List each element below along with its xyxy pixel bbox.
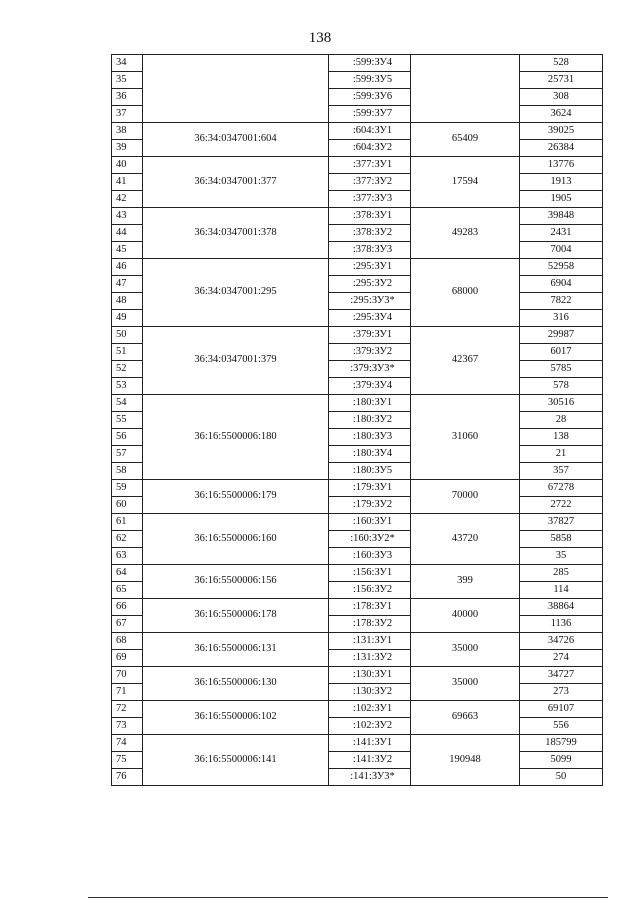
part-area: 29987	[520, 327, 603, 344]
part-area: 114	[520, 582, 603, 599]
total-area: 40000	[411, 599, 520, 633]
row-number: 67	[112, 616, 143, 633]
row-number: 66	[112, 599, 143, 616]
plot-part-id: :295:ЗУ2	[329, 276, 411, 293]
row-number: 64	[112, 565, 143, 582]
cadastral-number: 36:16:5500006:130	[143, 667, 329, 701]
part-area: 13776	[520, 157, 603, 174]
plot-part-id: :141:ЗУ3*	[329, 769, 411, 786]
part-area: 316	[520, 310, 603, 327]
part-area: 5858	[520, 531, 603, 548]
row-number: 51	[112, 344, 143, 361]
row-number: 45	[112, 242, 143, 259]
row-number: 53	[112, 378, 143, 395]
total-area	[411, 55, 520, 123]
row-number: 52	[112, 361, 143, 378]
total-area: 42367	[411, 327, 520, 395]
part-area: 1905	[520, 191, 603, 208]
plot-part-id: :180:ЗУ2	[329, 412, 411, 429]
part-area: 69107	[520, 701, 603, 718]
row-number: 76	[112, 769, 143, 786]
row-number: 74	[112, 735, 143, 752]
table-row	[112, 599, 603, 616]
plot-part-id: :599:ЗУ6	[329, 89, 411, 106]
total-area: 49283	[411, 208, 520, 259]
part-area: 25731	[520, 72, 603, 89]
plot-part-id: :160:ЗУ2*	[329, 531, 411, 548]
row-number: 37	[112, 106, 143, 123]
plot-part-id: :160:ЗУ1	[329, 514, 411, 531]
row-number: 38	[112, 123, 143, 140]
table-row	[112, 480, 603, 497]
part-area: 28	[520, 412, 603, 429]
table-row	[112, 701, 603, 718]
plot-part-id: :599:ЗУ7	[329, 106, 411, 123]
total-area: 65409	[411, 123, 520, 157]
part-area: 3624	[520, 106, 603, 123]
plot-part-id: :130:ЗУ1	[329, 667, 411, 684]
total-area: 68000	[411, 259, 520, 327]
part-area: 34727	[520, 667, 603, 684]
plot-part-id: :295:ЗУ4	[329, 310, 411, 327]
part-area: 308	[520, 89, 603, 106]
cadastral-number	[143, 55, 329, 123]
plot-part-id: :156:ЗУ2	[329, 582, 411, 599]
row-number: 42	[112, 191, 143, 208]
part-area: 39848	[520, 208, 603, 225]
part-area: 30516	[520, 395, 603, 412]
plot-part-id: :102:ЗУ1	[329, 701, 411, 718]
cadastral-number: 36:34:0347001:377	[143, 157, 329, 208]
plot-part-id: :160:ЗУ3	[329, 548, 411, 565]
table-row	[112, 55, 603, 72]
part-area: 38864	[520, 599, 603, 616]
part-area: 7004	[520, 242, 603, 259]
row-number: 56	[112, 429, 143, 446]
row-number: 43	[112, 208, 143, 225]
cadastral-number: 36:16:5500006:156	[143, 565, 329, 599]
part-area: 285	[520, 565, 603, 582]
plot-part-id: :178:ЗУ1	[329, 599, 411, 616]
part-area: 5785	[520, 361, 603, 378]
row-number: 68	[112, 633, 143, 650]
row-number: 57	[112, 446, 143, 463]
row-number: 36	[112, 89, 143, 106]
table-body	[112, 55, 603, 786]
part-area: 52958	[520, 259, 603, 276]
plot-part-id: :599:ЗУ5	[329, 72, 411, 89]
part-area: 26384	[520, 140, 603, 157]
plot-part-id: :377:ЗУ1	[329, 157, 411, 174]
row-number: 40	[112, 157, 143, 174]
part-area: 2431	[520, 225, 603, 242]
part-area: 6017	[520, 344, 603, 361]
part-area: 1913	[520, 174, 603, 191]
table-row	[112, 565, 603, 582]
table-row	[112, 514, 603, 531]
plot-part-id: :604:ЗУ2	[329, 140, 411, 157]
part-area: 21	[520, 446, 603, 463]
part-area: 185799	[520, 735, 603, 752]
total-area: 35000	[411, 667, 520, 701]
plot-part-id: :377:ЗУ2	[329, 174, 411, 191]
plot-part-id: :141:ЗУ2	[329, 752, 411, 769]
row-number: 39	[112, 140, 143, 157]
row-number: 41	[112, 174, 143, 191]
part-area: 556	[520, 718, 603, 735]
plot-part-id: :180:ЗУ5	[329, 463, 411, 480]
footer-rule	[88, 897, 608, 898]
plot-part-id: :599:ЗУ4	[329, 55, 411, 72]
table-row	[112, 157, 603, 174]
cadastral-number: 36:16:5500006:102	[143, 701, 329, 735]
row-number: 44	[112, 225, 143, 242]
row-number: 59	[112, 480, 143, 497]
cadastral-number: 36:34:0347001:295	[143, 259, 329, 327]
plot-part-id: :379:ЗУ3*	[329, 361, 411, 378]
part-area: 37827	[520, 514, 603, 531]
row-number: 73	[112, 718, 143, 735]
table-row	[112, 259, 603, 276]
total-area: 69663	[411, 701, 520, 735]
part-area: 1136	[520, 616, 603, 633]
plot-part-id: :156:ЗУ1	[329, 565, 411, 582]
table-row	[112, 327, 603, 344]
cadastral-number: 36:34:0347001:379	[143, 327, 329, 395]
part-area: 2722	[520, 497, 603, 514]
row-number: 55	[112, 412, 143, 429]
row-number: 72	[112, 701, 143, 718]
total-area: 70000	[411, 480, 520, 514]
plot-part-id: :180:ЗУ4	[329, 446, 411, 463]
plot-part-id: :604:ЗУ1	[329, 123, 411, 140]
cadastral-number: 36:16:5500006:160	[143, 514, 329, 565]
row-number: 46	[112, 259, 143, 276]
table-row	[112, 395, 603, 412]
part-area: 274	[520, 650, 603, 667]
row-number: 60	[112, 497, 143, 514]
plot-part-id: :141:ЗУ1	[329, 735, 411, 752]
row-number: 70	[112, 667, 143, 684]
total-area: 43720	[411, 514, 520, 565]
plot-part-id: :379:ЗУ1	[329, 327, 411, 344]
row-number: 63	[112, 548, 143, 565]
row-number: 58	[112, 463, 143, 480]
plot-part-id: :131:ЗУ2	[329, 650, 411, 667]
plot-part-id: :379:ЗУ4	[329, 378, 411, 395]
cadastral-number: 36:16:5500006:141	[143, 735, 329, 786]
cadastral-number: 36:16:5500006:131	[143, 633, 329, 667]
cadastral-number: 36:16:5500006:178	[143, 599, 329, 633]
part-area: 39025	[520, 123, 603, 140]
plot-part-id: :178:ЗУ2	[329, 616, 411, 633]
row-number: 61	[112, 514, 143, 531]
row-number: 48	[112, 293, 143, 310]
cadastral-number: 36:34:0347001:378	[143, 208, 329, 259]
row-number: 71	[112, 684, 143, 701]
table-row	[112, 633, 603, 650]
part-area: 67278	[520, 480, 603, 497]
table-row	[112, 123, 603, 140]
plot-part-id: :378:ЗУ1	[329, 208, 411, 225]
row-number: 35	[112, 72, 143, 89]
part-area: 6904	[520, 276, 603, 293]
table-row	[112, 735, 603, 752]
total-area: 399	[411, 565, 520, 599]
part-area: 273	[520, 684, 603, 701]
total-area: 190948	[411, 735, 520, 786]
row-number: 50	[112, 327, 143, 344]
plot-part-id: :295:ЗУ1	[329, 259, 411, 276]
plot-part-id: :377:ЗУ3	[329, 191, 411, 208]
row-number: 75	[112, 752, 143, 769]
row-number: 69	[112, 650, 143, 667]
part-area: 35	[520, 548, 603, 565]
plot-part-id: :130:ЗУ2	[329, 684, 411, 701]
plot-part-id: :180:ЗУ1	[329, 395, 411, 412]
row-number: 34	[112, 55, 143, 72]
plot-part-id: :179:ЗУ1	[329, 480, 411, 497]
part-area: 138	[520, 429, 603, 446]
row-number: 49	[112, 310, 143, 327]
plot-part-id: :379:ЗУ2	[329, 344, 411, 361]
table-row	[112, 667, 603, 684]
plot-part-id: :295:ЗУ3*	[329, 293, 411, 310]
part-area: 357	[520, 463, 603, 480]
part-area: 50	[520, 769, 603, 786]
plot-part-id: :179:ЗУ2	[329, 497, 411, 514]
part-area: 7822	[520, 293, 603, 310]
plot-part-id: :378:ЗУ2	[329, 225, 411, 242]
cadastral-number: 36:16:5500006:179	[143, 480, 329, 514]
plot-part-id: :378:ЗУ3	[329, 242, 411, 259]
part-area: 5099	[520, 752, 603, 769]
cadastral-number: 36:16:5500006:180	[143, 395, 329, 480]
plot-part-id: :131:ЗУ1	[329, 633, 411, 650]
row-number: 62	[112, 531, 143, 548]
table-row	[112, 208, 603, 225]
plot-part-id: :180:ЗУ3	[329, 429, 411, 446]
total-area: 35000	[411, 633, 520, 667]
page-number: 138	[308, 30, 332, 46]
part-area: 528	[520, 55, 603, 72]
plot-part-id: :102:ЗУ2	[329, 718, 411, 735]
part-area: 34726	[520, 633, 603, 650]
total-area: 17594	[411, 157, 520, 208]
total-area: 31060	[411, 395, 520, 480]
land-plots-table	[111, 54, 603, 786]
part-area: 578	[520, 378, 603, 395]
cadastral-number: 36:34:0347001:604	[143, 123, 329, 157]
row-number: 47	[112, 276, 143, 293]
row-number: 65	[112, 582, 143, 599]
row-number: 54	[112, 395, 143, 412]
